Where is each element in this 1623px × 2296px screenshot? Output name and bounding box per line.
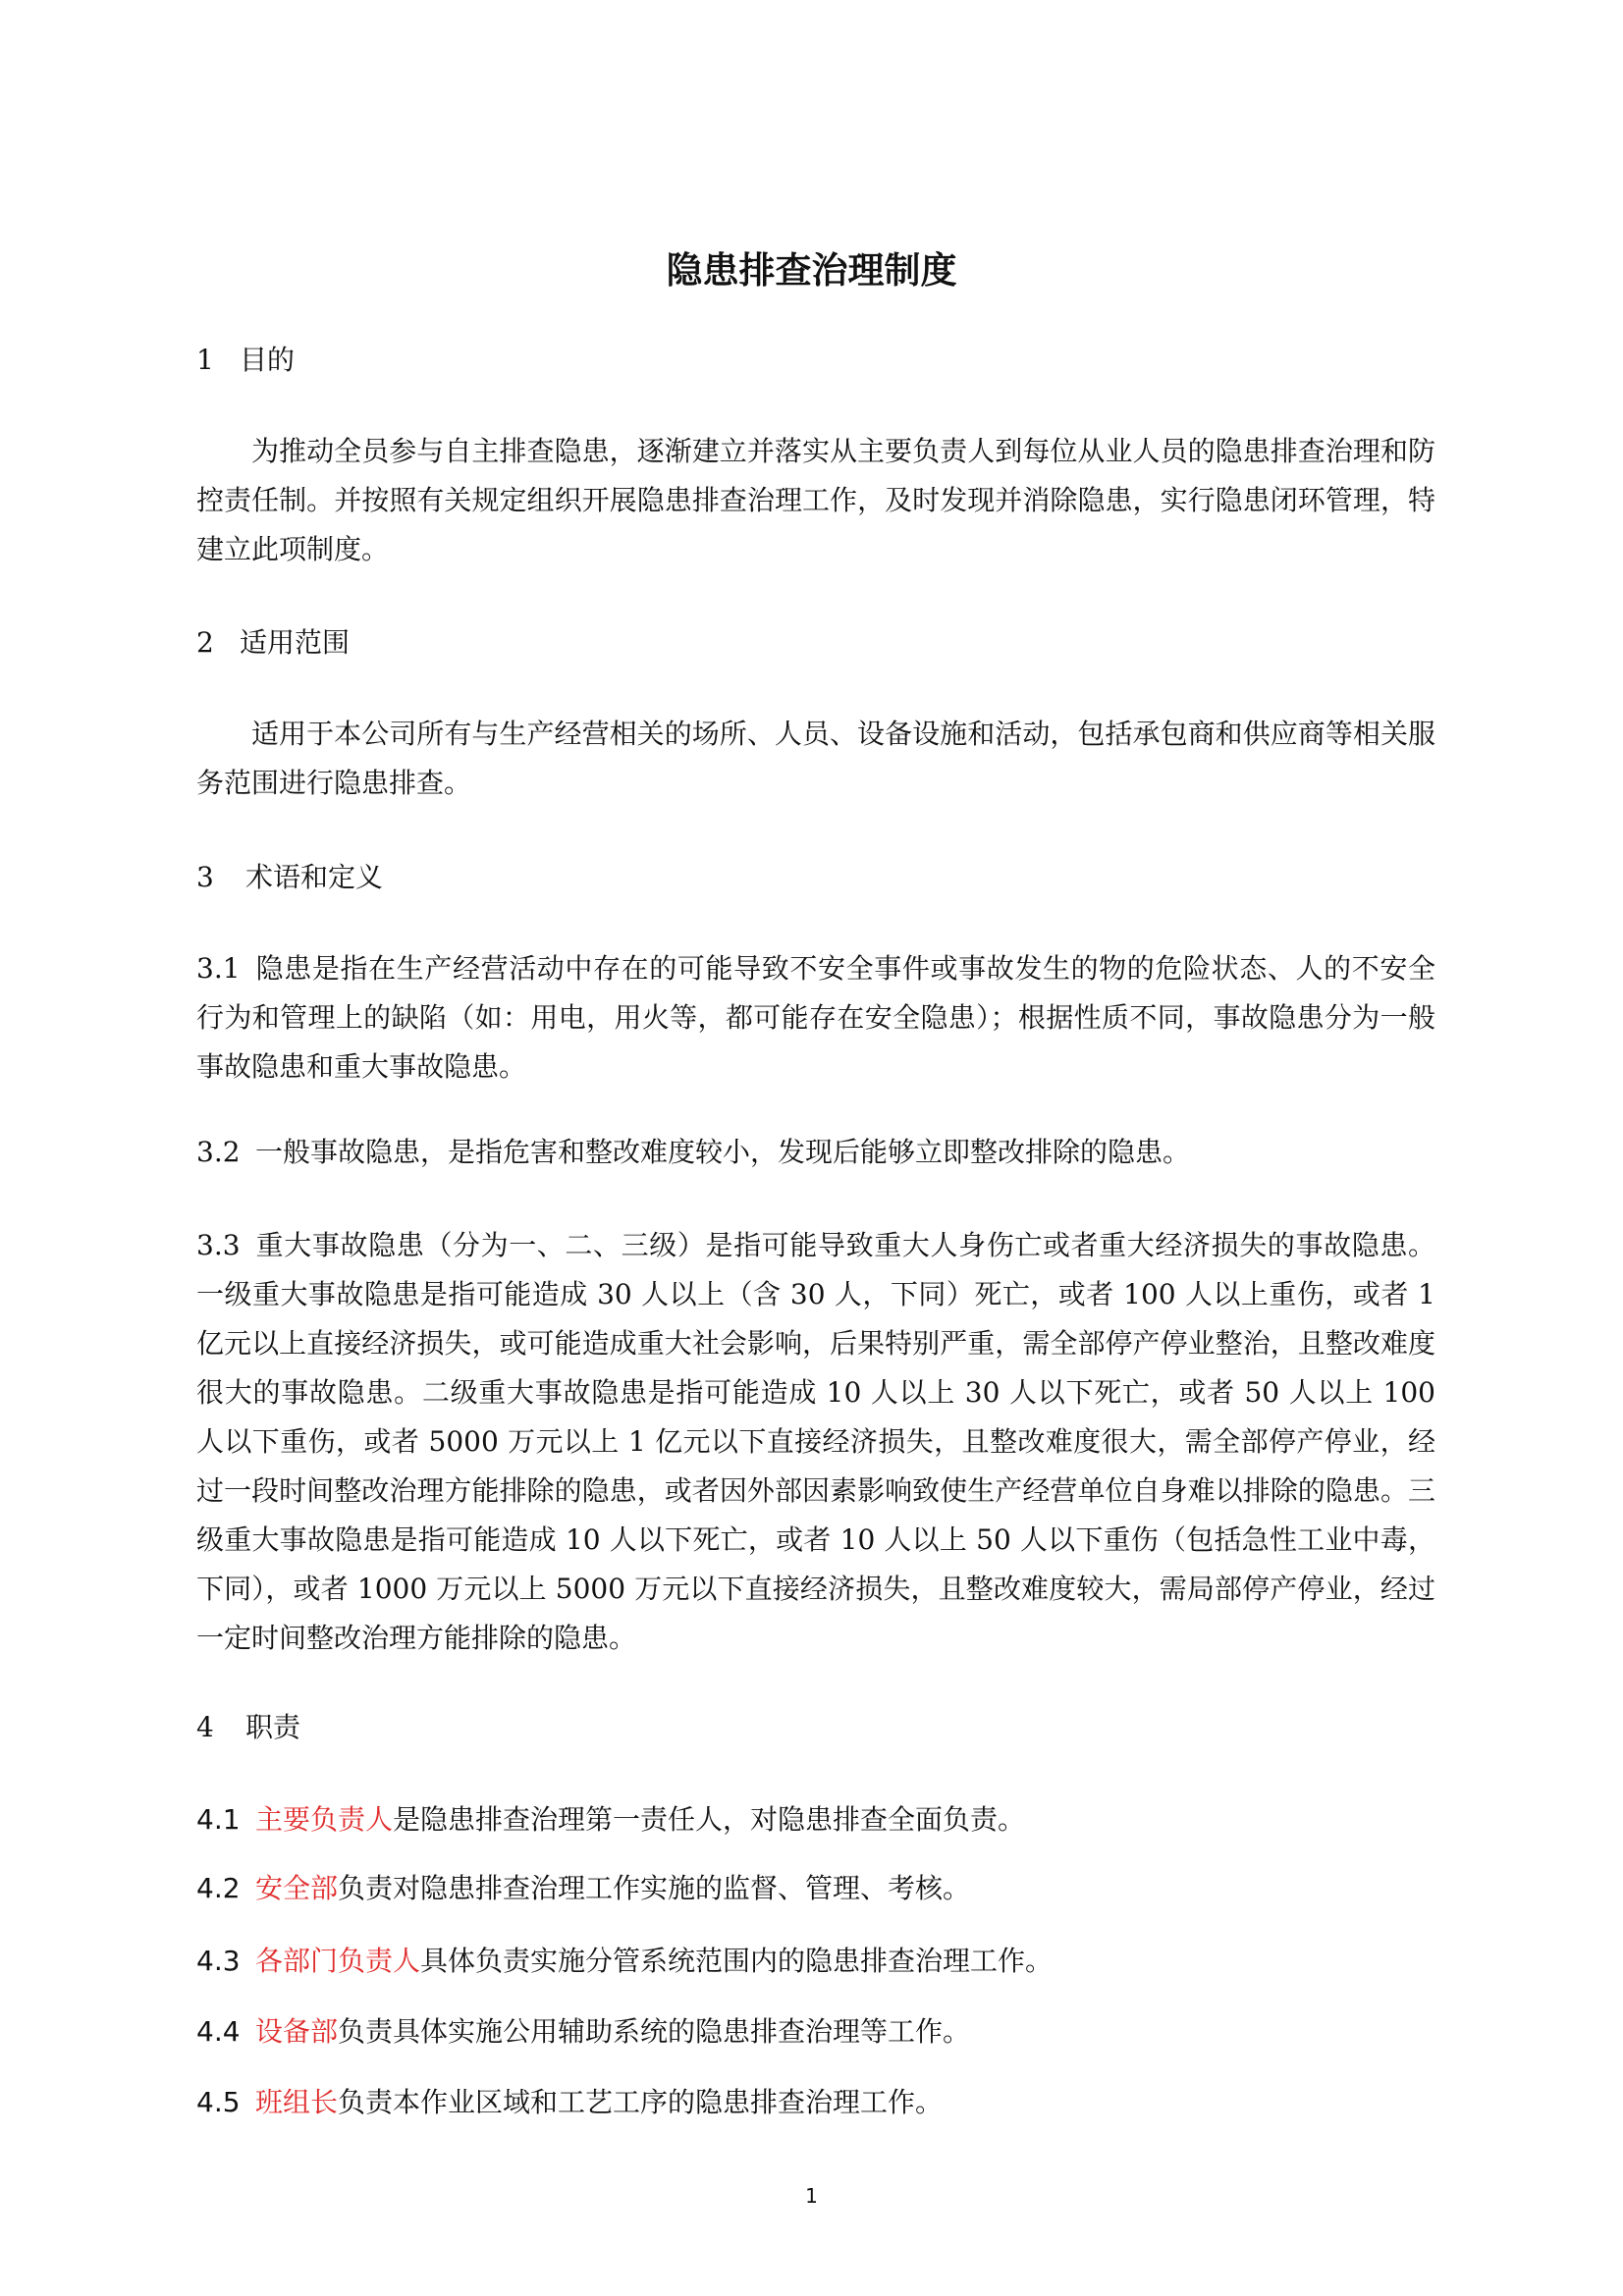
duty-4-1 — [196, 1795, 1025, 1844]
clause-number: 4.5 — [196, 2086, 241, 2118]
section-title: 目的 — [240, 344, 296, 376]
section-title: 适用范围 — [240, 626, 351, 659]
duty-4-2 — [196, 1864, 970, 1913]
clause-number: 3.3 — [196, 1229, 241, 1261]
duty-4-5 — [196, 2078, 943, 2127]
section-2-heading — [196, 618, 350, 667]
role-name: 主要负责人 — [255, 1803, 394, 1836]
clause-number: 3.2 — [196, 1136, 241, 1168]
duty-text: 负责具体实施公用辅助系统的隐患排查治理等工作。 — [338, 2015, 971, 2048]
clause-number: 4.2 — [196, 1872, 241, 1904]
role-name: 安全部 — [255, 1872, 339, 1904]
duty-text: 是隐患排查治理第一责任人，对隐患排查全面负责。 — [393, 1803, 1026, 1836]
section-number: 2 — [196, 626, 214, 659]
clause-text: 一般事故隐患，是指危害和整改难度较小，发现后能够立即整改排除的隐患。 — [255, 1136, 1191, 1168]
duty-4-3 — [196, 1937, 1053, 1986]
clause-number: 3.1 — [196, 952, 241, 985]
section-title: 术语和定义 — [245, 861, 384, 893]
duty-text: 负责本作业区域和工艺工序的隐患排查治理工作。 — [338, 2086, 944, 2118]
clause-text: 重大事故隐患（分为一、二、三级）是指可能导致重大人身伤亡或者重大经济损失的事故隐患。一级重大事故隐患是指可能造成 30 人以上（含 30 人，下同）死亡，或者 100 人以上重伤，或者 1 亿元以上直接经济损失，或可能造成重大社会影响，后果特别严重，需全部停产停业整治，且整改难度很大的事故隐患。二级重大事故隐患是指可能造成 10 人以上 30 人以下死亡，或者 50 人以上 100 人以下重伤，或者 5000 万元以上 1 亿元以下直接经济损失，且整改难度很大，需全部停产停业，经过一段时间整改治理方能排除的隐患，或者因外部因素影响致使生产经营单位自身难以排除的隐患。三级重大事故隐患是指可能造成 10 人以下死亡，或者 10 人以上 50 人以下重伤（包括急性工业中毒，下同），或者 1000 万元以上 5000 万元以下直接经济损失，且整改难度较大，需局部停产停业，经过一定时间整改治理方能排除的隐患。 — [196, 1229, 1435, 1654]
clause-3-3 — [196, 1221, 1435, 1663]
duty-text: 负责对隐患排查治理工作实施的监督、管理、考核。 — [338, 1872, 971, 1904]
page-number: 1 — [805, 2184, 818, 2208]
section-4-heading — [196, 1703, 300, 1752]
clause-3-1 — [196, 944, 1435, 1092]
section-2-paragraph: 适用于本公司所有与生产经营相关的场所、人员、设备设施和活动，包括承包商和供应商等相关服务范围进行隐患排查。 — [196, 718, 1435, 799]
clause-number: 4.4 — [196, 2015, 241, 2048]
role-name: 班组长 — [255, 2086, 339, 2118]
clause-number: 4.1 — [196, 1803, 241, 1836]
clause-3-2 — [196, 1128, 1435, 1177]
role-name: 各部门负责人 — [255, 1945, 421, 1977]
role-name: 设备部 — [255, 2015, 339, 2048]
duty-4-4 — [196, 2007, 970, 2056]
section-title: 职责 — [245, 1711, 301, 1743]
section-1-paragraph: 为推动全员参与自主排查隐患，逐渐建立并落实从主要负责人到每位从业人员的隐患排查治理和防控责任制。并按照有关规定组织开展隐患排查治理工作，及时发现并消除隐患，实行隐患闭环管理，特建立此项制度。 — [196, 435, 1435, 565]
section-number: 1 — [196, 344, 214, 376]
section-1-heading — [196, 336, 295, 385]
section-number: 4 — [196, 1711, 214, 1743]
clause-number: 4.3 — [196, 1945, 241, 1977]
section-number: 3 — [196, 861, 214, 893]
document-title: 隐患排查治理制度 — [666, 249, 957, 292]
duty-text: 具体负责实施分管系统范围内的隐患排查治理工作。 — [420, 1945, 1054, 1977]
clause-text: 隐患是指在生产经营活动中存在的可能导致不安全事件或事故发生的物的危险状态、人的不安全行为和管理上的缺陷（如：用电，用火等，都可能存在安全隐患）；根据性质不同，事故隐患分为一般事故隐患和重大事故隐患。 — [196, 952, 1435, 1083]
section-3-heading — [196, 853, 383, 902]
